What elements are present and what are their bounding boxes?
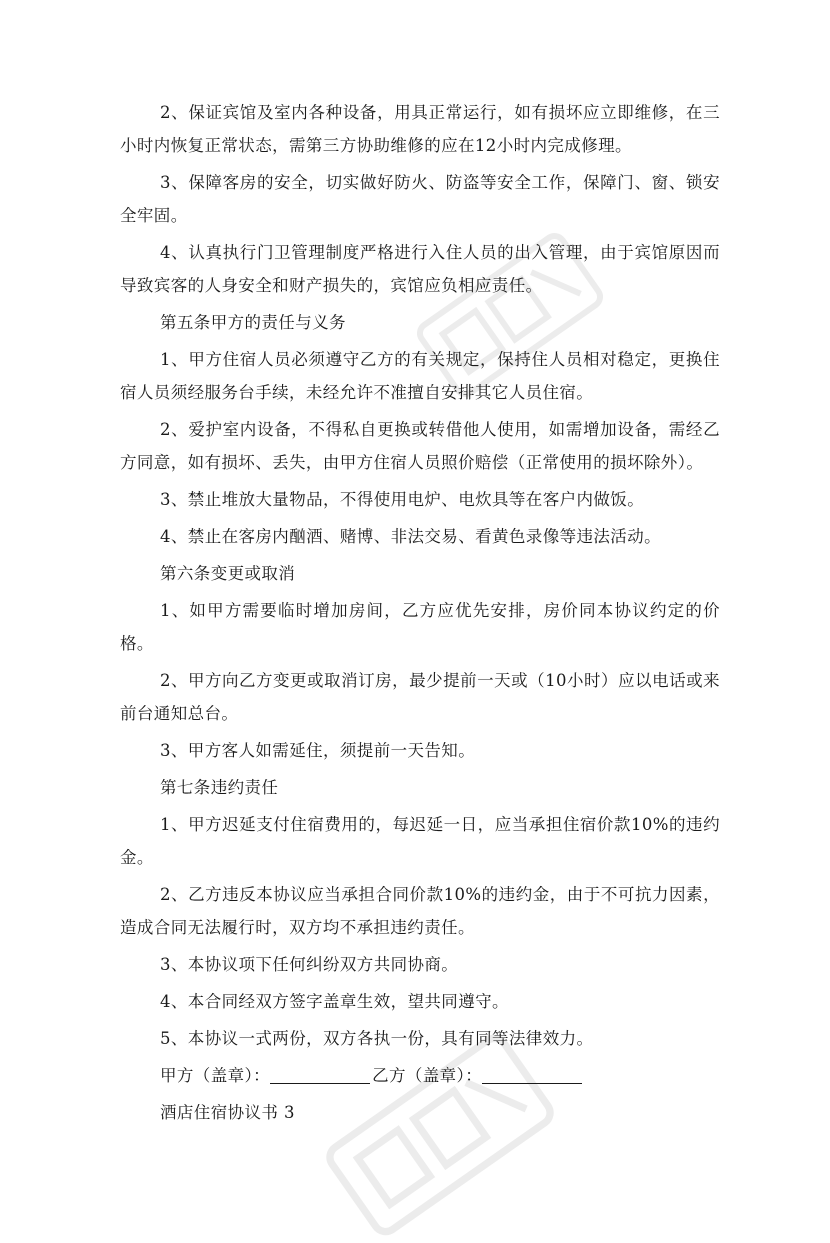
party-a-label: 甲方（盖章）： <box>160 1066 271 1085</box>
paragraph: 3、甲方客人如需延住，须提前一天告知。 <box>160 741 476 760</box>
paragraph: 2、乙方违反本协议应当承担合同价款10%的违约金，由于不可抗力因素，造成合同无法履行时，双方均不承担违约责任。 <box>120 885 720 937</box>
paragraph: 1、如甲方需要临时增加房间，乙方应优先安排，房价同本协议约定的价格。 <box>120 601 720 653</box>
paragraph: 4、禁止在客房内酗酒、赌博、非法交易、看黄色录像等违法活动。 <box>160 527 661 546</box>
paragraph: 4、认真执行门卫管理制度严格进行入住人员的出入管理，由于宾馆原因而导致宾客的人身安全和财产损失的，宾馆应负相应责任。 <box>120 243 720 295</box>
paragraph: 2、爱护室内设备，不得私自更换或转借他人使用，如需增加设备，需经乙方同意，如有损坏、丢失，由甲方住宿人员照价赔偿（正常使用的损坏除外）。 <box>120 420 720 472</box>
party-b-blank <box>482 1065 582 1084</box>
paragraph: 2、保证宾馆及室内各种设备，用具正常运行，如有损坏应立即维修，在三小时内恢复正常状态，需第三方协助维修的应在12小时内完成修理。 <box>120 103 720 155</box>
signature-line <box>120 1059 720 1092</box>
paragraph: 3、禁止堆放大量物品，不得使用电炉、电炊具等在客户内做饭。 <box>160 490 645 509</box>
paragraph: 1、甲方迟延支付住宿费用的，每迟延一日，应当承担住宿价款10%的违约金。 <box>120 815 720 867</box>
paragraph: 3、保障客房的安全，切实做好防火、防盗等安全工作，保障门、窗、锁安全牢固。 <box>120 173 720 225</box>
section-heading: 第五条甲方的责任与义务 <box>160 313 346 332</box>
party-a-blank <box>270 1065 370 1084</box>
paragraph: 4、本合同经双方签字盖章生效，望共同遵守。 <box>160 992 509 1011</box>
paragraph: 1、甲方住宿人员必须遵守乙方的有关规定，保持住人员相对稳定，更换住宿人员须经服务台手续，未经允许不准擅自安排其它人员住宿。 <box>120 350 720 402</box>
section-heading: 第六条变更或取消 <box>160 564 296 583</box>
party-b-label: 乙方（盖章）： <box>372 1066 483 1085</box>
document-body <box>120 96 720 1133</box>
paragraph: 2、甲方向乙方变更或取消订房，最少提前一天或（10小时）应以电话或来前台通知总台。 <box>120 671 720 723</box>
next-document-title: 酒店住宿协议书 3 <box>160 1103 295 1122</box>
section-heading: 第七条违约责任 <box>160 778 279 797</box>
paragraph: 5、本协议一式两份，双方各执一份，具有同等法律效力。 <box>160 1029 594 1048</box>
paragraph: 3、本协议项下任何纠纷双方共同协商。 <box>160 955 459 974</box>
